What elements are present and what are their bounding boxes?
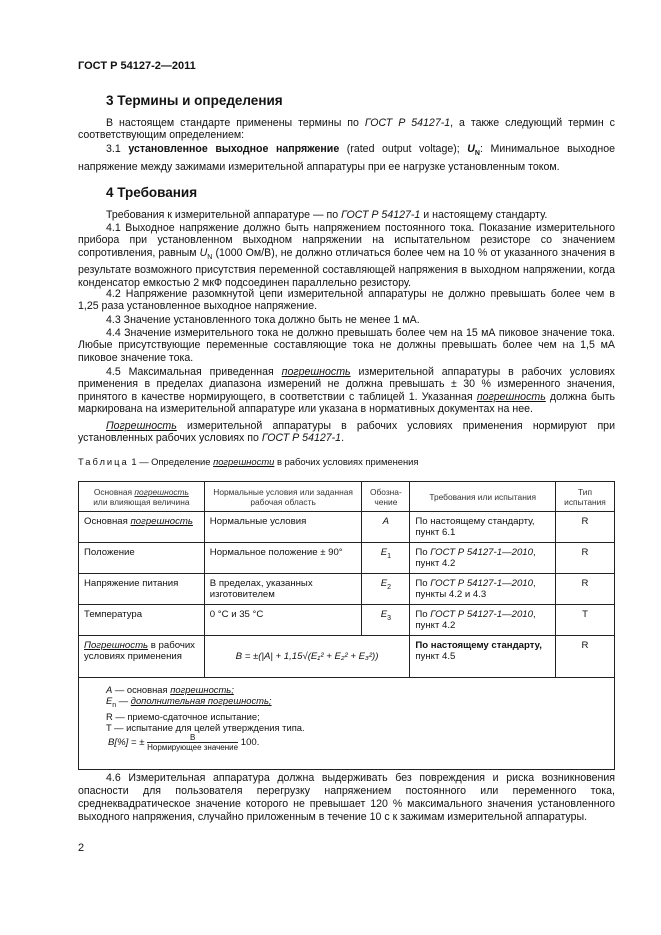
table-row: Основная погрешность Нормальные условия A По настоящему стандарту, пункт 6.1 R: [79, 512, 615, 543]
section-3-paragraph-1: В настоящем стандарте применены термины по ГОСТ Р 54127-1, а также следующий термин с соответствующим определением:: [78, 117, 615, 142]
relative-error-formula: B[%] = ± $\frac{B}{\text{Нормирующее значение}}$ 100.: [108, 733, 260, 752]
section-4-intro: Требования к измерительной аппаратуре — по ГОСТ Р 54127-1 и настоящему стандарту.: [106, 209, 548, 221]
table-caption: Таблица 1 — Определение погрешности в рабочих условиях применения: [78, 456, 419, 467]
table-row: Температура 0 °C и 35 °C $E_3$ По ГОСТ Р 54127-1—2010, пункт 4.2 T: [79, 605, 615, 636]
header-quantity: Основная погрешность или влияющая величина: [79, 482, 205, 512]
section-4-title: 4 Требования: [106, 185, 198, 200]
clause-4-5: 4.5 Максимальная приведенная погрешность измерительной аппаратуры в рабочих условиях применения в пределах диапазона измерений не должна превышать ± 30 % измеренного значения, принятого в качестве нормирующего, в соответствии с таблицей 1. Указанная погрешность должна быть маркирована на измерительной аппаратуре или указана в нормативных документах на нее.: [78, 366, 615, 416]
header-conditions: Нормальные условия или заданная рабочая область: [204, 482, 362, 512]
clause-4-2: 4.2 Напряжение разомкнутой цепи измерительной аппаратуры не должно превышать более чем в 1,25 раза установленное выходное напряжение.: [78, 288, 615, 313]
table-row: Напряжение питания В пределах, указанных изготовителем $E_2$ По ГОСТ Р 54127-1—2010, пункты 4.2 и 4.3 R: [79, 574, 615, 605]
table-notes: A — основная погрешность; $E_n$ — дополнительная погрешность; R — приемо-сдаточное испытание; T — испытание для целей утверждения типа.: [106, 684, 305, 734]
header-designation: Обозна-чение: [362, 482, 410, 512]
clause-4-4: 4.4 Значение измерительного тока не должно превышать более чем на 15 мА пиковое значение тока. Любые присутствующие переменные составляющие тока не должны превышать более чем на 1,5 мА пиковое значение тока.: [78, 327, 615, 364]
error-formula: B = ±(|A| + 1,15√(E₁² + E₂² + E₃²)): [204, 636, 410, 678]
table-row: Положение Нормальное положение ± 90° $E_1$ По ГОСТ Р 54127-1—2010, пункт 4.2 R: [79, 543, 615, 574]
clause-4-5-note: Погрешность измерительной аппаратуры в рабочих условиях применения нормируют при установленных рабочих условиях по ГОСТ Р 54127-1.: [78, 420, 615, 445]
page-number: 2: [78, 842, 85, 854]
table-row: Погрешность в рабочих условиях применения B = ±(|A| + 1,15√(E₁² + E₂² + E₃²)) По настоящему стандарту, пункт 4.5 R: [79, 636, 615, 678]
header-requirements: Требования или испытания: [410, 482, 556, 512]
header-test-type: Тип испытания: [556, 482, 615, 512]
clause-4-3: 4.3 Значение установленного тока должно быть не менее 1 мА.: [106, 314, 420, 326]
clause-4-1: 4.1 Выходное напряжение должно быть напряжением постоянного тока. Показание измерительного прибора при установленном выходном напряжении на испытательном резисторе со значением сопротивления, равным $U_N$ (1000 Ом/В), не должно отличаться более чем на 10 % от указанного значения в результате возможного присутствия переменной составляющей напряжения в выходном напряжении, когда конденсатор емкостью 2 мкФ подсоединен параллельно резистору.: [78, 222, 615, 289]
clause-4-6: 4.6 Измерительная аппаратура должна выдерживать без повреждения и риска возникновения опасности для пользователя перегрузку напряжением постоянного или переменного тока, среднеквадратическое значение которого не превышает 120 % максимального значения установленного выходного напряжения, случайно приложенным в течение 10 с к зажимам измерительной аппаратуры.: [78, 772, 615, 823]
section-3-title: 3 Термины и определения: [106, 93, 283, 108]
term-3-1: 3.1 установленное выходное напряжение (rated output voltage); $U_N$: Минимальное выходное напряжение между зажимами измерительной аппаратуры при ее нагрузке установленным током.: [78, 143, 615, 173]
document-header: ГОСТ Р 54127-2—2011: [78, 60, 196, 72]
table-header-row: [79, 482, 615, 512]
